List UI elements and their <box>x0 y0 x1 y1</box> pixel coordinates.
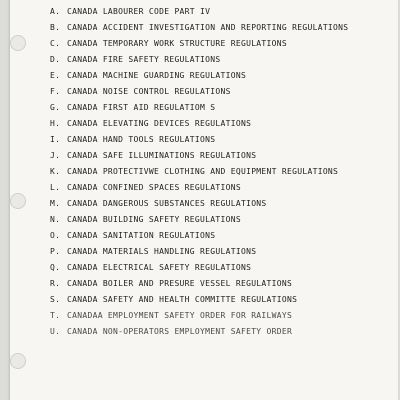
list-item <box>50 326 292 338</box>
item-letter: J. <box>50 151 61 160</box>
list-item <box>50 278 292 290</box>
item-text: CANADA ELECTRICAL SAFETY REGULATIONS <box>67 263 252 272</box>
item-text: CANADA LABOURER CODE PART IV <box>67 7 211 16</box>
item-letter: M. <box>50 199 61 208</box>
item-text: CANADA BUILDING SAFETY REGULATIONS <box>67 215 241 224</box>
list-item <box>50 310 292 322</box>
item-letter: R. <box>50 279 61 288</box>
list-item <box>50 134 215 146</box>
item-text: CANADA SAFE ILLUMINATIONS REGULATIONS <box>67 151 257 160</box>
list-item <box>50 230 215 242</box>
item-text: CANADA MACHINE GUARDING REGULATIONS <box>67 71 247 80</box>
item-text: CANADA HAND TOOLS REGULATIONS <box>67 135 216 144</box>
item-letter: N. <box>50 215 61 224</box>
item-letter: L. <box>50 183 61 192</box>
item-text: CANADA TEMPORARY WORK STRUCTURE REGULATIONS <box>67 39 288 48</box>
list-item <box>50 38 287 50</box>
item-letter: F. <box>50 87 61 96</box>
item-letter: S. <box>50 295 61 304</box>
item-letter: C. <box>50 39 61 48</box>
list-item <box>50 182 241 194</box>
list-item <box>50 150 256 162</box>
list-item <box>50 214 241 226</box>
item-text: CANADA FIRE SAFETY REGULATIONS <box>67 55 221 64</box>
item-text: CANADAA EMPLOYMENT SAFETY ORDER FOR RAILWAYS <box>67 311 293 320</box>
list-item <box>50 294 297 306</box>
item-text: CANADA MATERIALS HANDLING REGULATIONS <box>67 247 257 256</box>
item-text: CANADA NON-OPERATORS EMPLOYMENT SAFETY ORDER <box>67 327 293 336</box>
item-letter: P. <box>50 247 61 256</box>
item-letter: K. <box>50 167 61 176</box>
item-text: CANADA BOILER AND PRESURE VESSEL REGULATIONS <box>67 279 293 288</box>
list-item <box>50 262 251 274</box>
item-letter: G. <box>50 103 61 112</box>
item-letter: E. <box>50 71 61 80</box>
item-letter: A. <box>50 7 61 16</box>
list-item <box>50 246 256 258</box>
item-text: CANADA PROTECTIVWE CLOTHING AND EQUIPMENT REGULATIONS <box>67 167 339 176</box>
list-item <box>50 86 231 98</box>
item-text: CANADA SANITATION REGULATIONS <box>67 231 216 240</box>
list-item <box>50 166 338 178</box>
item-text: CANADA ELEVATING DEVICES REGULATIONS <box>67 119 252 128</box>
item-letter: U. <box>50 327 61 336</box>
list-item <box>50 118 251 130</box>
list-item <box>50 70 246 82</box>
item-letter: D. <box>50 55 61 64</box>
list-item <box>50 54 221 66</box>
list-item <box>50 198 267 210</box>
item-letter: Q. <box>50 263 61 272</box>
item-letter: T. <box>50 311 61 320</box>
item-letter: B. <box>50 23 61 32</box>
list-item <box>50 22 348 34</box>
item-text: CANADA FIRST AID REGULATIOM S <box>67 103 216 112</box>
item-text: CANADA SAFETY AND HEALTH COMMITTE REGULATIONS <box>67 295 298 304</box>
document-page <box>10 0 398 400</box>
punch-hole <box>10 193 26 209</box>
punch-hole <box>10 35 26 51</box>
item-letter: O. <box>50 231 61 240</box>
item-text: CANADA DANGEROUS SUBSTANCES REGULATIONS <box>67 199 267 208</box>
item-text: CANADA CONFINED SPACES REGULATIONS <box>67 183 241 192</box>
item-text: CANADA NOISE CONTROL REGULATIONS <box>67 87 231 96</box>
item-letter: H. <box>50 119 61 128</box>
list-item <box>50 102 215 114</box>
punch-hole <box>10 353 26 369</box>
list-item <box>50 6 210 18</box>
item-letter: I. <box>50 135 61 144</box>
item-text: CANADA ACCIDENT INVESTIGATION AND REPORTING REGULATIONS <box>67 23 349 32</box>
